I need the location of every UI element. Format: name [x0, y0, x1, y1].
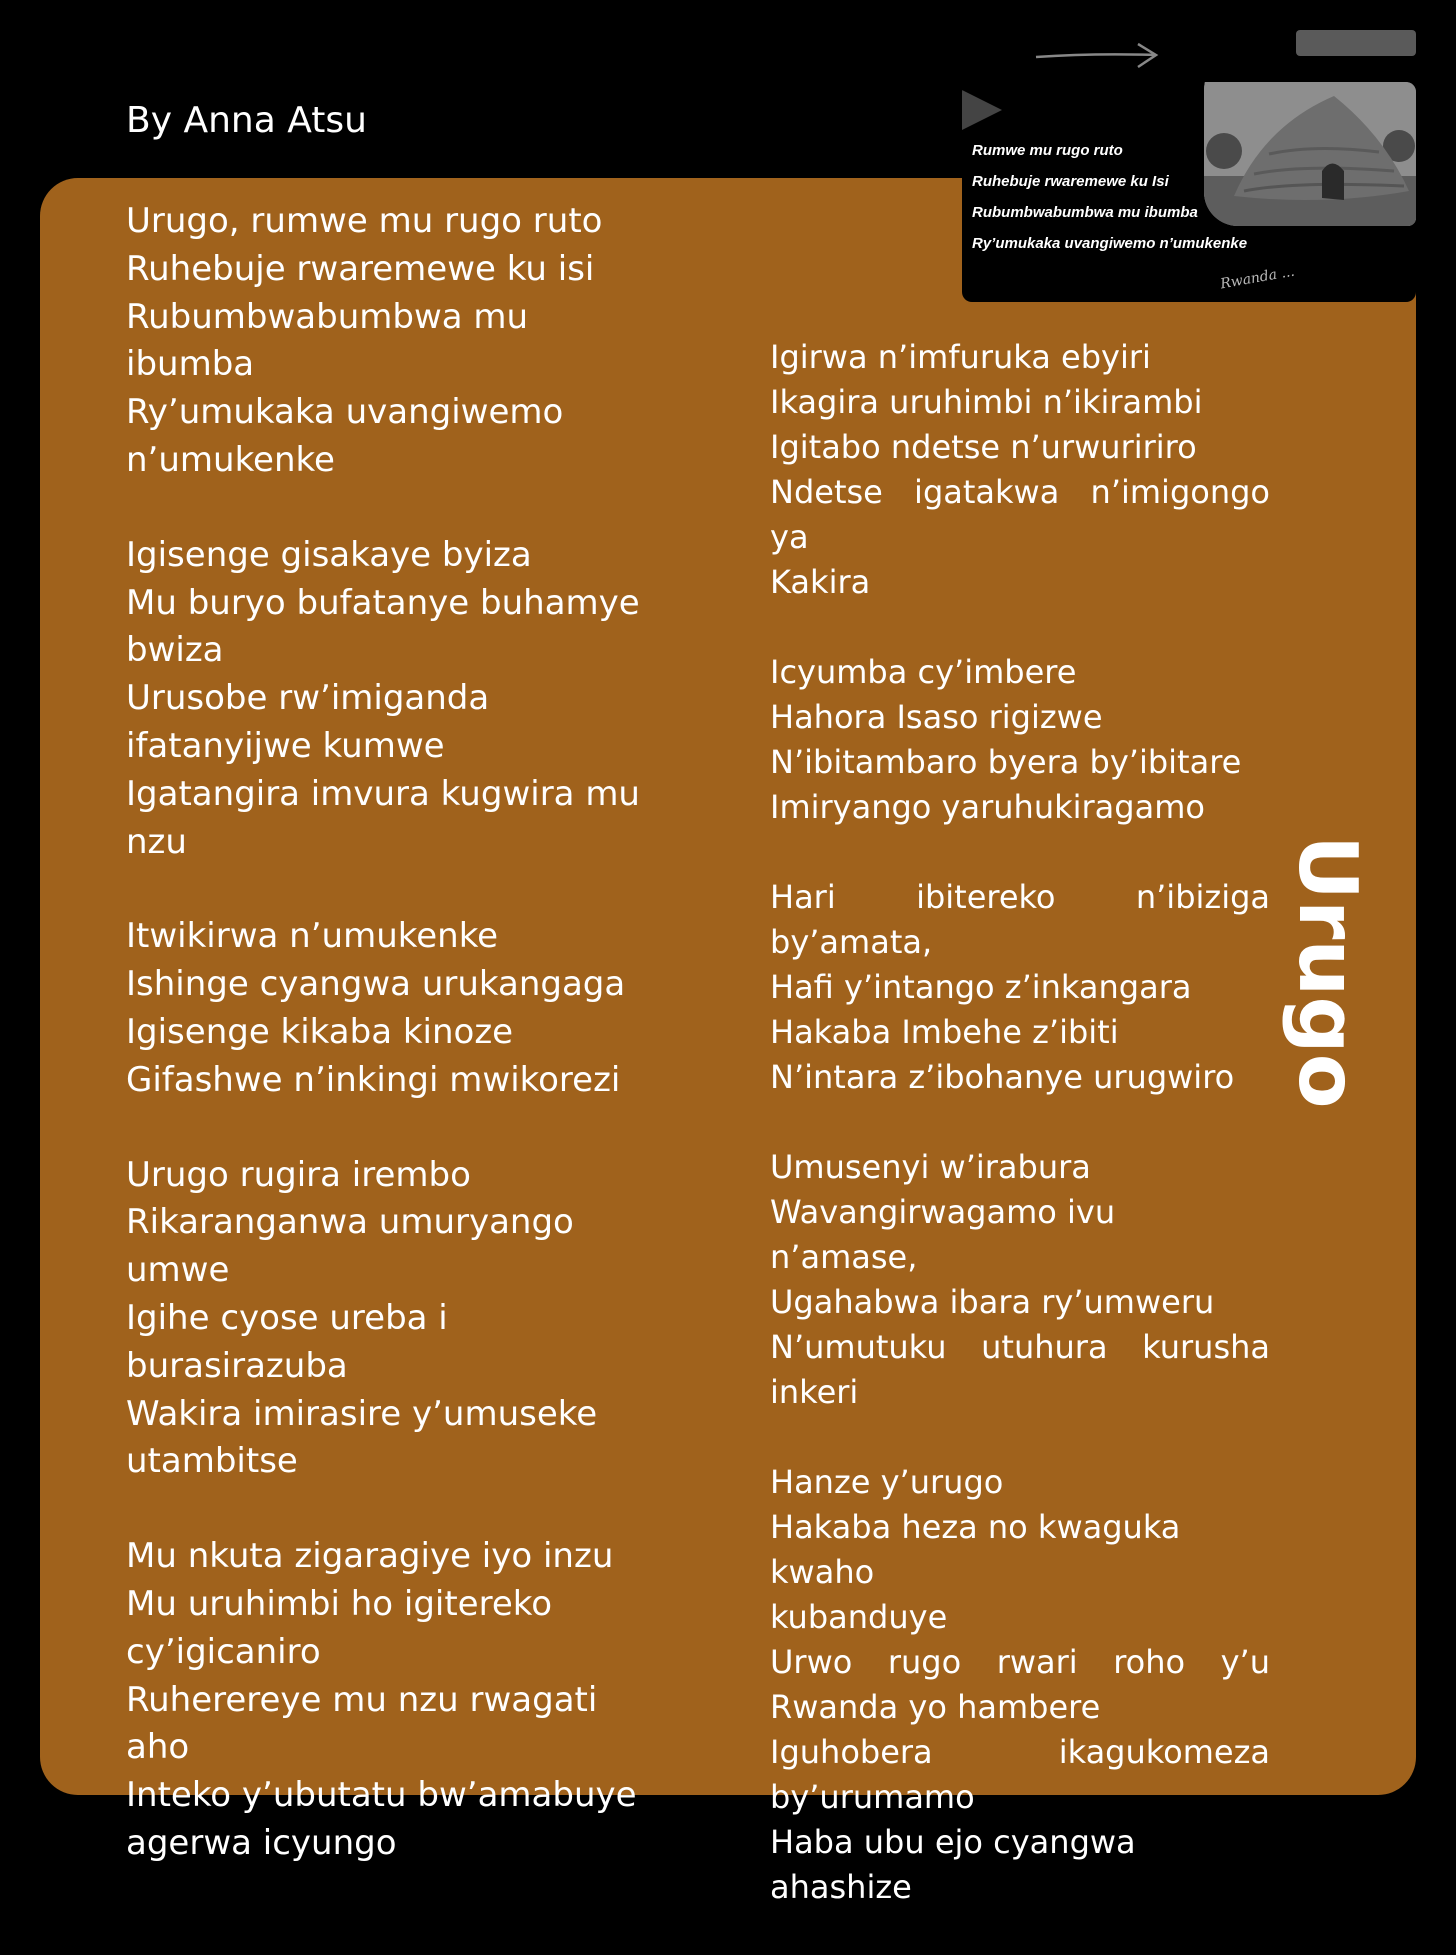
poem-line: cy’igicaniro — [126, 1631, 321, 1672]
poem-column-right — [770, 335, 1270, 1955]
poem-line: Rubumbwabumbwa mu — [126, 296, 529, 337]
author-byline: By Anna Atsu — [126, 100, 367, 141]
poem-line: Ndetse igatakwa n’imigongo ya — [770, 473, 1270, 556]
poem-line: Haba ubu ejo cyangwa ahashize — [770, 1823, 1136, 1906]
preview-thumb-strip — [1296, 30, 1416, 56]
poem-line: Hanze y’urugo — [770, 1463, 1004, 1501]
poem-line: utambitse — [126, 1441, 298, 1482]
poem-line: Gifashwe n’inkingi mwikorezi — [126, 1059, 621, 1100]
left-stanza — [126, 1533, 666, 1868]
right-stanza — [770, 1145, 1270, 1415]
poem-line: nzu — [126, 821, 187, 862]
poem-line: Urwo rugo rwari roho y’u — [770, 1643, 1270, 1681]
poem-line: Iguhobera ikagukomeza — [770, 1733, 1270, 1771]
poem-column-left — [126, 198, 666, 1915]
preview-card[interactable] — [962, 82, 1416, 302]
poem-line: ifatanyijwe kumwe — [126, 725, 445, 766]
poem-line: Itwikirwa n’umukenke — [126, 916, 499, 957]
poem-line: Hahora Isaso rigizwe — [770, 698, 1103, 736]
poem-line: Umusenyi w’irabura — [770, 1148, 1091, 1186]
poem-line: Wakira imirasire y’umuseke — [126, 1393, 598, 1434]
poem-line: Rwanda yo hambere — [770, 1688, 1101, 1726]
poem-line: Ruhebuje rwaremewe ku isi — [126, 248, 595, 289]
right-stanza — [770, 650, 1270, 830]
poem-line: Imiryango yaruhukiragamo — [770, 788, 1205, 826]
poem-line: Mu uruhimbi ho igitereko — [126, 1583, 553, 1624]
left-stanza — [126, 532, 666, 867]
poem-line: N’intara z’ibohanye urugwiro — [770, 1058, 1235, 1096]
poem-line: Wavangirwagamo ivu n’amase, — [770, 1193, 1116, 1276]
poem-line: Igisenge gisakaye byiza — [126, 534, 532, 575]
poem-line: Hafi y’intango z’inkangara — [770, 968, 1192, 1006]
right-stanza — [770, 875, 1270, 1100]
right-stanza — [770, 1460, 1270, 1910]
poem-line: Ishinge cyangwa urukangaga — [126, 964, 626, 1005]
poem-line: N’umutuku utuhura kurusha — [770, 1328, 1270, 1366]
arrow-right-icon — [1034, 40, 1160, 70]
poem-line: Urugo, rumwe mu rugo ruto — [126, 201, 603, 241]
poem-line: Kakira — [770, 563, 871, 601]
poem-line: Ry’umukaka uvangiwemo — [126, 392, 564, 433]
poem-line: by’urumamo — [770, 1778, 975, 1816]
poem-line: Urugo rugira irembo — [126, 1154, 471, 1195]
poem-line: umwe — [126, 1250, 230, 1291]
poem-line: N’ibitambaro byera by’ibitare — [770, 743, 1242, 781]
signature: Rwanda ... — [1219, 263, 1296, 293]
left-stanza — [126, 1152, 666, 1487]
poem-line: Igisenge kikaba kinoze — [126, 1011, 514, 1052]
poem-line: ibumba — [126, 344, 255, 385]
hut-photo — [1204, 82, 1416, 226]
preview-line-1: Rumwe mu rugo ruto — [972, 142, 1123, 159]
poem-line: Igirwa n’imfuruka ebyiri — [770, 338, 1151, 376]
poem-line: Igitabo ndetse n’urwuririro — [770, 428, 1197, 466]
poem-line: Ikagira uruhimbi n’ikirambi — [770, 383, 1203, 421]
poem-line: n’umukenke — [126, 439, 335, 480]
poem-line: Inteko y’ubutatu bw’amabuye — [126, 1775, 637, 1816]
poem-line: Ugahabwa ibara ry’umweru — [770, 1283, 1215, 1321]
preview-line-4: Ry’umukaka uvangiwemo n’umukenke — [972, 235, 1248, 252]
poem-line: by’amata, — [770, 923, 933, 961]
poem-line: agerwa icyungo — [126, 1822, 397, 1863]
left-stanza — [126, 913, 666, 1104]
hut-illustration — [1204, 82, 1416, 226]
right-stanza — [770, 335, 1270, 605]
poem-line: Hari ibitereko n’ibiziga — [770, 878, 1270, 916]
poem-line: Ruherereye mu nzu rwagati aho — [126, 1679, 598, 1768]
left-stanza — [126, 198, 666, 485]
poem-line: Urusobe rw’imiganda — [126, 678, 490, 719]
poem-line: Mu buryo bufatanye buhamye — [126, 582, 640, 623]
poem-line: Rikaranganwa umuryango — [126, 1202, 574, 1243]
poem-line: Mu nkuta zigaragiye iyo inzu — [126, 1536, 614, 1577]
poem-line: Igatangira imvura kugwira mu — [126, 773, 640, 814]
poem-line: Hakaba heza no kwaguka kwaho — [770, 1508, 1181, 1591]
poem-line: Hakaba Imbehe z’ibiti — [770, 1013, 1119, 1051]
poem-title: Urugo — [1281, 835, 1374, 1109]
poem-line: Icyumba cy’imbere — [770, 653, 1077, 691]
poem-line: inkeri — [770, 1373, 859, 1411]
poem-line: bwiza — [126, 630, 224, 671]
play-icon[interactable] — [962, 90, 1002, 130]
poem-line: kubanduye — [770, 1598, 948, 1636]
poem-line: Igihe cyose ureba i burasirazuba — [126, 1297, 448, 1386]
preview-line-2: Ruhebuje rwaremewe ku Isi — [972, 173, 1169, 190]
preview-line-3: Rubumbwabumbwa mu ibumba — [972, 204, 1198, 221]
